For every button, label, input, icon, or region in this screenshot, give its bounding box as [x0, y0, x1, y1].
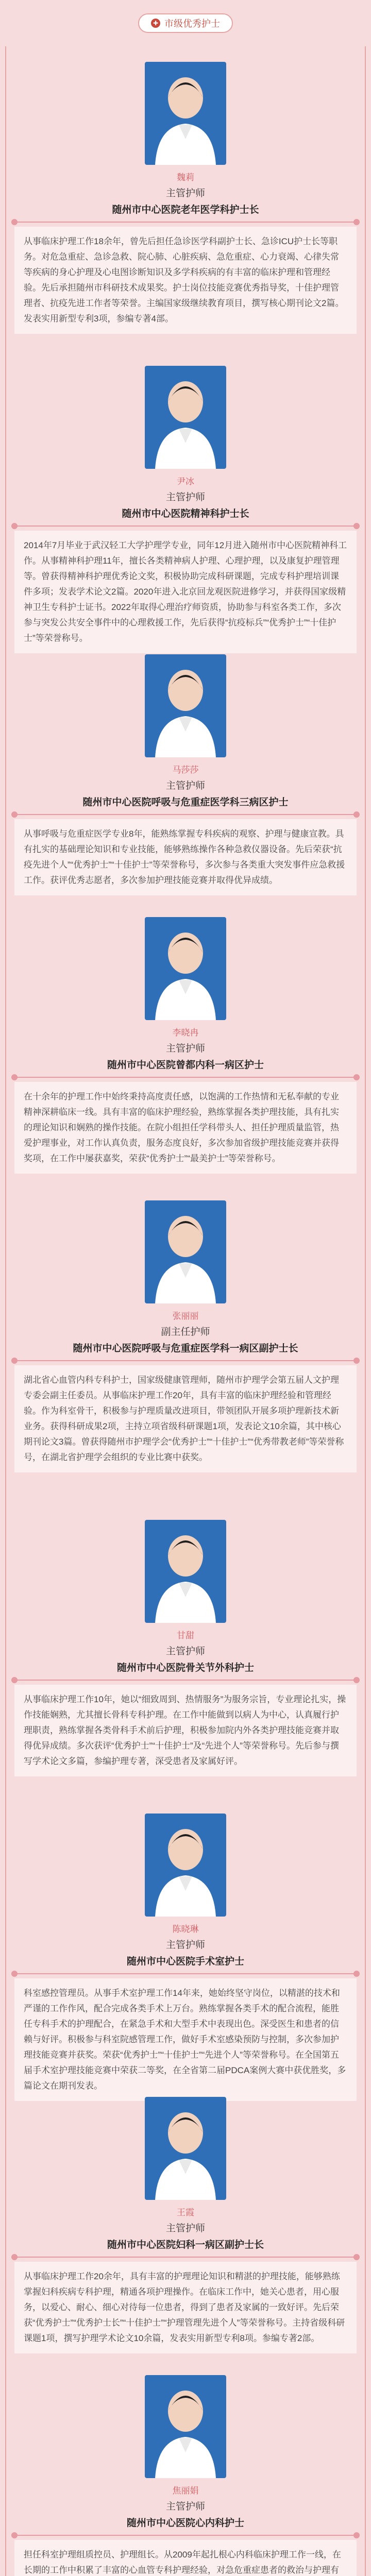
nurse-department: 随州市中心医院精神科护士长 [122, 509, 249, 519]
nurse-profile [0, 1200, 371, 1468]
section-divider [14, 2257, 357, 2258]
portrait-image [145, 2375, 226, 2478]
nurse-profile [0, 2375, 371, 2576]
header-badge [138, 13, 233, 33]
nurse-name: 王霞 [177, 2208, 194, 2217]
nurse-name: 陈晓琳 [172, 1924, 199, 1934]
nurse-department: 随州市中心医院老年医学科护士长 [112, 205, 259, 215]
section-divider [14, 814, 357, 815]
header [0, 0, 371, 46]
nurse-photo [145, 2375, 226, 2478]
portrait-image [145, 1520, 226, 1623]
nurse-profile [0, 1520, 371, 1788]
nurse-intro: 湖北省心血管内科专科护士，国家级健康管理师，随州市护理学会第五届人文护理专委会副主任委员。从事临床护理工作20年，具有丰富的临床护理经验和管理经验。作为科室骨干，积极参与护理质量改进项目，带领团队开展多项护理新技术新业务。获得科研成果2项，主持立项省级科研课题1项，发表论文10余篇，其中核心期刊论文3篇。曾获得随州市护理学会“优秀护士”“十佳护士”“优秀带教老师”等荣誉称号，在湖北省护理学会组织的专业比赛中获奖。 [14, 1365, 357, 1472]
nurse-intro: 从事呼吸与危重症医学专业8年，能熟练掌握专科疾病的观察、护理与健康宣教。具有扎实的基础理论知识和专业技能，能够熟练操作各种急救仪器设备。先后荣获“抗疫先进个人”“优秀护士”“十佳护士”等荣誉称号，多次参与各类重大突发事件应急救援工作。获评优秀志愿者，多次参加护理技能竞赛并取得优异成绩。 [14, 819, 357, 895]
nurse-title: 主管护师 [165, 492, 205, 503]
nurse-department: 随州市中心医院心内科护士 [126, 2518, 244, 2529]
portrait-image [145, 917, 226, 1020]
divider-dot-right [353, 219, 360, 225]
header-badge-text: 市级优秀护士 [164, 19, 220, 29]
section-divider [14, 1360, 357, 1361]
nurse-title: 主管护师 [165, 2501, 205, 2512]
nurse-profile [0, 366, 371, 643]
portrait-image [145, 62, 226, 165]
nurse-department: 随州市中心医院呼吸与危重症医学科三病区护士 [82, 797, 289, 808]
nurse-photo [145, 1520, 226, 1623]
nurse-intro: 在十余年的护理工作中始终秉持高度责任感，以饱满的工作热情和无私奉献的专业精神深耕临床一线。具有丰富的临床护理经验，熟练掌握各类护理技能，具有扎实的理论知识和娴熟的操作技能。在院小组担任学科带头人、担任护理质量监管，热爱护理事业，对工作认真负责，服务态度良好，多次参加省级护理技能竞赛并获得奖项，在工作中屡获嘉奖，荣获“优秀护士”“最美护士”等荣誉称号。 [14, 1082, 357, 1174]
nurse-department: 随州市中心医院手术室护士 [126, 1956, 244, 1967]
nurse-name: 马莎莎 [172, 765, 199, 775]
nurse-intro: 从事临床护理工作20余年，具有丰富的护理理论知识和精湛的护理技能，能够熟练掌握妇科疾病专科护理，精通各项护理操作。在临床工作中，她关心患者，用心服务，以爱心、耐心、细心对待每一位患者，得到了患者及家属的一致好评。先后荣获“优秀护士”“优秀护士长”“十佳护士”“护理管理先进个人”等荣誉称号。主持省级科研课题1项，撰写护理学术论文10余篇，发表实用新型专利8项。参编专著2部。 [14, 2262, 357, 2353]
divider-dot-right [353, 1677, 360, 1683]
nurse-photo [145, 366, 226, 469]
nurse-profile [0, 2097, 371, 2365]
divider-dot-left [11, 2254, 18, 2260]
nurse-photo [145, 1814, 226, 1917]
nurse-title: 副主任护师 [161, 1327, 210, 1337]
nurse-intro: 担任科室护理组质控员、护理组长。从2009年起扎根心内科临床护理工作一线，在长期的工作中积累了丰富的心血管专科护理经验，对急危重症患者的救治与护理有 [14, 2540, 357, 2576]
divider-dot-left [11, 2532, 18, 2538]
divider-dot-left [11, 1971, 18, 1977]
nurse-intro: 从事临床护理工作18余年，曾先后担任急诊医学科副护士长、急诊ICU护士长等职务。对危急重症、急诊急救、院心肺、心脏疾病、急危重症、心力衰竭、心律失常等疾病的身心护理及心电图诊断知识及多学科疾病的有丰富的临床护理和管理经验。先后承担随州市科研技术成果奖。护士岗位技能竞赛优秀指导奖，十佳护理管理者、抗疫先进工作者等荣誉。主编国家级继续教育项目，撰写核心期刊论文2篇。发表实用新型专利3项，参编专著4部。 [14, 227, 357, 334]
nurse-profile [0, 62, 371, 330]
nurse-photo [145, 917, 226, 1020]
nurse-name: 焦丽娟 [172, 2486, 199, 2496]
nurse-name: 李晓冉 [172, 1028, 199, 1038]
nurse-intro: 从事临床护理工作10年，她以“细致周到、热情服务”为服务宗旨，专业理论扎实，操作技能娴熟，尤其擅长骨科专科护理。在工作中能做到以病人为中心，认真履行护理职责，熟练掌握各类骨科手术前后护理，积极参加院内外各类护理技能竞赛并取得优异成绩。多次获评“优秀护士”“十佳护士”及“先进个人”等荣誉称号。先后参与撰写学术论文多篇，参编护理专著，深受患者及家属好评。 [14, 1685, 357, 1776]
nurse-title: 主管护师 [165, 1940, 205, 1951]
nurse-photo [145, 654, 226, 757]
nurse-profile [0, 917, 371, 1185]
nurse-profile [0, 654, 371, 922]
section-divider [14, 222, 357, 223]
nurse-name: 张丽丽 [172, 1311, 199, 1321]
portrait-image [145, 1814, 226, 1917]
nurse-name: 尹冰 [177, 477, 194, 486]
nurse-department: 随州市中心医院曾都内科一病区护士 [107, 1060, 264, 1071]
section-divider [14, 1077, 357, 1078]
section-divider [14, 526, 357, 527]
divider-dot-left [11, 219, 18, 225]
nurse-name: 甘甜 [177, 1631, 194, 1640]
section-divider [14, 1973, 357, 1974]
nurse-photo [145, 1200, 226, 1303]
section-divider [14, 1680, 357, 1681]
section-divider [14, 2535, 357, 2536]
divider-dot-right [353, 1074, 360, 1080]
divider-dot-left [11, 811, 18, 818]
divider-dot-right [353, 1971, 360, 1977]
divider-dot-right [353, 2254, 360, 2260]
divider-dot-right [353, 811, 360, 818]
divider-dot-left [11, 523, 18, 529]
portrait-image [145, 2097, 226, 2200]
divider-dot-right [353, 523, 360, 529]
nurse-title: 主管护师 [165, 2223, 205, 2234]
nurse-name: 魏莉 [177, 173, 194, 182]
nurse-title: 主管护师 [165, 1646, 205, 1657]
nurse-profile [0, 1814, 371, 2091]
nurse-title: 主管护师 [165, 188, 205, 199]
nurse-title: 主管护师 [165, 781, 205, 791]
divider-dot-right [353, 1358, 360, 1364]
portrait-image [145, 366, 226, 469]
nurse-department: 随州市中心医院骨关节外科护士 [116, 1663, 254, 1673]
nurse-cap-icon: ✚ [151, 19, 160, 28]
divider-dot-right [353, 2532, 360, 2538]
nurse-intro: 科室感控管理员。从事手术室护理工作14年来，她始终坚守岗位，以精湛的技术和严谨的工作作风，配合完成各类手术上万台。熟练掌握各类手术的配合流程，能胜任专科手术的护理配合，在紧急手术和大型手术中表现出色。深受医生和患者的信赖与好评。积极参与科室院感管理工作，做好手术室感染预防与控制，多次参加护理技能竞赛并获奖。荣获“优秀护士”“十佳护士”“先进个人”等荣誉称号。在全国第五届手术室护理技能竞赛中荣获二等奖，在全省第二届PDCA案例大赛中获优胜奖，多篇论文在期刊发表。 [14, 1978, 357, 2101]
nurse-photo [145, 2097, 226, 2200]
divider-dot-left [11, 1677, 18, 1683]
nurse-department: 随州市中心医院呼吸与危重症医学科一病区副护士长 [73, 1343, 298, 1354]
portrait-image [145, 654, 226, 757]
nurse-intro: 2014年7月毕业于武汉轻工大学护理学专业，同年12月进入随州市中心医院精神科工作。从事精神科护理11年，擅长各类精神病人护理、心理护理，以及康复护理管理等。曾获得精神科护理优秀论文奖，积极协助完成科研课题，完成专科护理培训课件多项；发表学术论文2篇。2020年进入北京回龙观医院进修学习，并获得国家级精神卫生专科护士证书。2022年取得心理治疗师资质，协助参与科室各类工作，多次参与突发公共安全事件中的心理救援工作，先后获得“抗疫标兵”“优秀护士”“十佳护士”等荣誉称号。 [14, 531, 357, 653]
nurse-department: 随州市中心医院妇科一病区副护士长 [107, 2240, 264, 2250]
nurse-photo [145, 62, 226, 165]
portrait-image [145, 1200, 226, 1303]
divider-dot-left [11, 1358, 18, 1364]
divider-dot-left [11, 1074, 18, 1080]
nurse-title: 主管护师 [165, 1043, 205, 1054]
